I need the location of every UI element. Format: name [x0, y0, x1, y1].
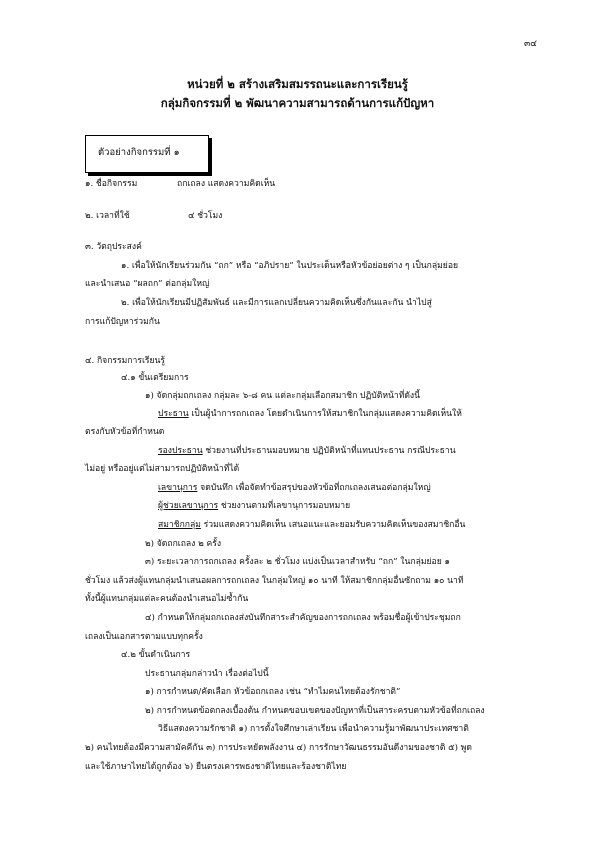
role-vice [158, 447, 456, 457]
exec-intro: ประธานกลุ่มกล่าวนำ เรื่องต่อไปนี้ [145, 669, 269, 679]
exec-heading: ๔.๒ ขั้นดำเนินการ [121, 650, 191, 660]
role-member [158, 521, 465, 531]
activity-name-value: ถกเถลง แสดงความคิดเห็น [177, 179, 276, 189]
objective-1-line-2: และนำเสนอ “ผลถก” ต่อกลุ่มใหญ่ [85, 279, 210, 289]
time-used-value: ๔ ชั่วโมง [188, 211, 223, 221]
exec-step-3-line-2: ๒) คนไทยต้องมีความสามัคคีกัน ๓) การประหยัดพลังงาน ๔) การรักษาวัฒนธรรมอันดีงามของชาติ ๕) พูด [85, 743, 472, 753]
time-used-label: ๒. เวลาที่ใช้ [85, 211, 130, 221]
activity-name-label: ๑. ชื่อกิจกรรม [85, 179, 138, 189]
objective-2-line-1: ๒. เพื่อให้นักเรียนมีปฏิสัมพันธ์ และมีการแลกเปลี่ยนความคิดเห็นซึ่งกันและกัน นำไปสู่ [121, 298, 432, 308]
role-chair [158, 410, 462, 420]
role-vice-text: ช่วยงานที่ประธานมอบหมาย ปฏิบัติหน้าที่แทนประธาน กรณีประธาน [202, 446, 456, 456]
role-assistant-term: ผู้ช่วยเลขานุการ [158, 501, 219, 511]
role-assistant [158, 502, 350, 512]
objectives-heading: ๓. วัตถุประสงค์ [85, 242, 142, 252]
page-number: ๓๔ [524, 39, 537, 49]
prep-heading: ๔.๑ ขั้นเตรียมการ [121, 373, 189, 383]
example-box-label: ตัวอย่างกิจกรรมที่ ๑ [98, 147, 180, 158]
prep-step-4-line-1: ๔) กำหนดให้กลุ่มถกเถลงส่งบันทึกสาระสำคัญของการถกเถลง พร้อมชื่อผู้เข้าประชุมถก [145, 613, 461, 623]
role-chair-text: เป็นผู้นำการถกเถลง โดยดำเนินการให้สมาชิกในกลุ่มแสดงความคิดเห็นให้ [188, 409, 462, 419]
objective-2-line-2: การแก้ปัญหาร่วมกัน [85, 317, 160, 327]
exec-step-3-line-3: และใช้ภาษาไทยได้ถูกต้อง ๖) ยืนตรงเคารพธงชาติไทยและร้องชาติไทย [85, 762, 347, 772]
role-secretary-text: จดบันทึก เพื่อจัดทำข้อสรุปของหัวข้อที่ถกเถลงเสนอต่อกลุ่มใหญ่ [197, 483, 431, 493]
exec-step-3-line-1: วิธีแสดงความรักชาติ ๑) การตั้งใจศึกษาเล่าเรียน เพื่อนำความรู้มาพัฒนาประเทศชาติ [158, 724, 469, 734]
role-chair-term: ประธาน [158, 409, 189, 419]
prep-step-2: ๒) จัดถกเถลง ๒ ครั้ง [145, 539, 222, 549]
prep-step-3-line-3: ทั้งนี้ผู้แทนกลุ่มแต่ละคนต้องนำเสนอไม่ซ้ำกัน [85, 594, 249, 604]
prep-step-3-line-2: ชั่วโมง แล้วส่งผู้แทนกลุ่มนำเสนอผลการถกเถลง ในกลุ่มใหญ่ ๑๐ นาที ให้สมาชิกกลุ่มอื่นซักถาม ๑๐ นาที [85, 576, 464, 586]
activity-group-title: กลุ่มกิจกรรมที่ ๒ พัฒนาความสามารถด้านการแก้ปัญหา [160, 96, 435, 110]
prep-step-4-line-2: เถลงเป็นเอกสารตามแบบทุกครั้ง [85, 632, 203, 642]
unit-title: หน่วยที่ ๒ สร้างเสริมสมรรถนะและการเรียนรู้ [187, 77, 408, 91]
learning-heading: ๔. กิจกรรมการเรียนรู้ [85, 356, 166, 366]
role-assistant-text: ช่วยงานตามที่เลขานุการมอบหมาย [218, 501, 351, 511]
role-secretary-term: เลขานุการ [158, 483, 198, 493]
role-chair-cont: ตรงกับหัวข้อที่กำหนด [85, 427, 165, 437]
prep-step-1: ๑) จัดกลุ่มถกเถลง กลุ่มละ ๖-๘ คน แต่ละกลุ่มเลือกสมาชิก ปฏิบัติหน้าที่ดังนี้ [145, 391, 421, 401]
role-vice-cont: ไม่อยู่ หรืออยู่แต่ไม่สามารถปฏิบัติหน้าที่ได้ [85, 464, 240, 474]
prep-step-3-line-1: ๓) ระยะเวลาการถกเถลง ครั้งละ ๒ ชั่วโมง แบ่งเป็นเวลาสำหรับ “ถก” ในกลุ่มย่อย ๑ [145, 557, 450, 567]
objective-1-line-1: ๑. เพื่อให้นักเรียนร่วมกัน “ถก” หรือ “อภิปราย” ในประเด็นหรือหัวข้อย่อยต่าง ๆ เป็นกลุ่มย่อย [121, 261, 459, 271]
role-vice-term: รองประธาน [158, 446, 203, 456]
role-member-term: สมาชิกกลุ่ม [158, 520, 201, 530]
exec-step-2: ๒) การกำหนดข้อตกลงเบื้องต้น กำหนดขอบเขตของปัญหาที่เป็นสาระครบตามหัวข้อที่ถกเถลง [145, 706, 485, 716]
role-secretary [158, 484, 431, 494]
role-member-text: ร่วมแสดงความคิดเห็น เสนอแนะและยอมรับความคิดเห็นของสมาชิกอื่น [200, 520, 466, 530]
exec-step-1: ๑) การกำหนด/คัดเลือก หัวข้อถกเถลง เช่น “ทำไมคนไทยต้องรักชาติ” [145, 687, 401, 697]
